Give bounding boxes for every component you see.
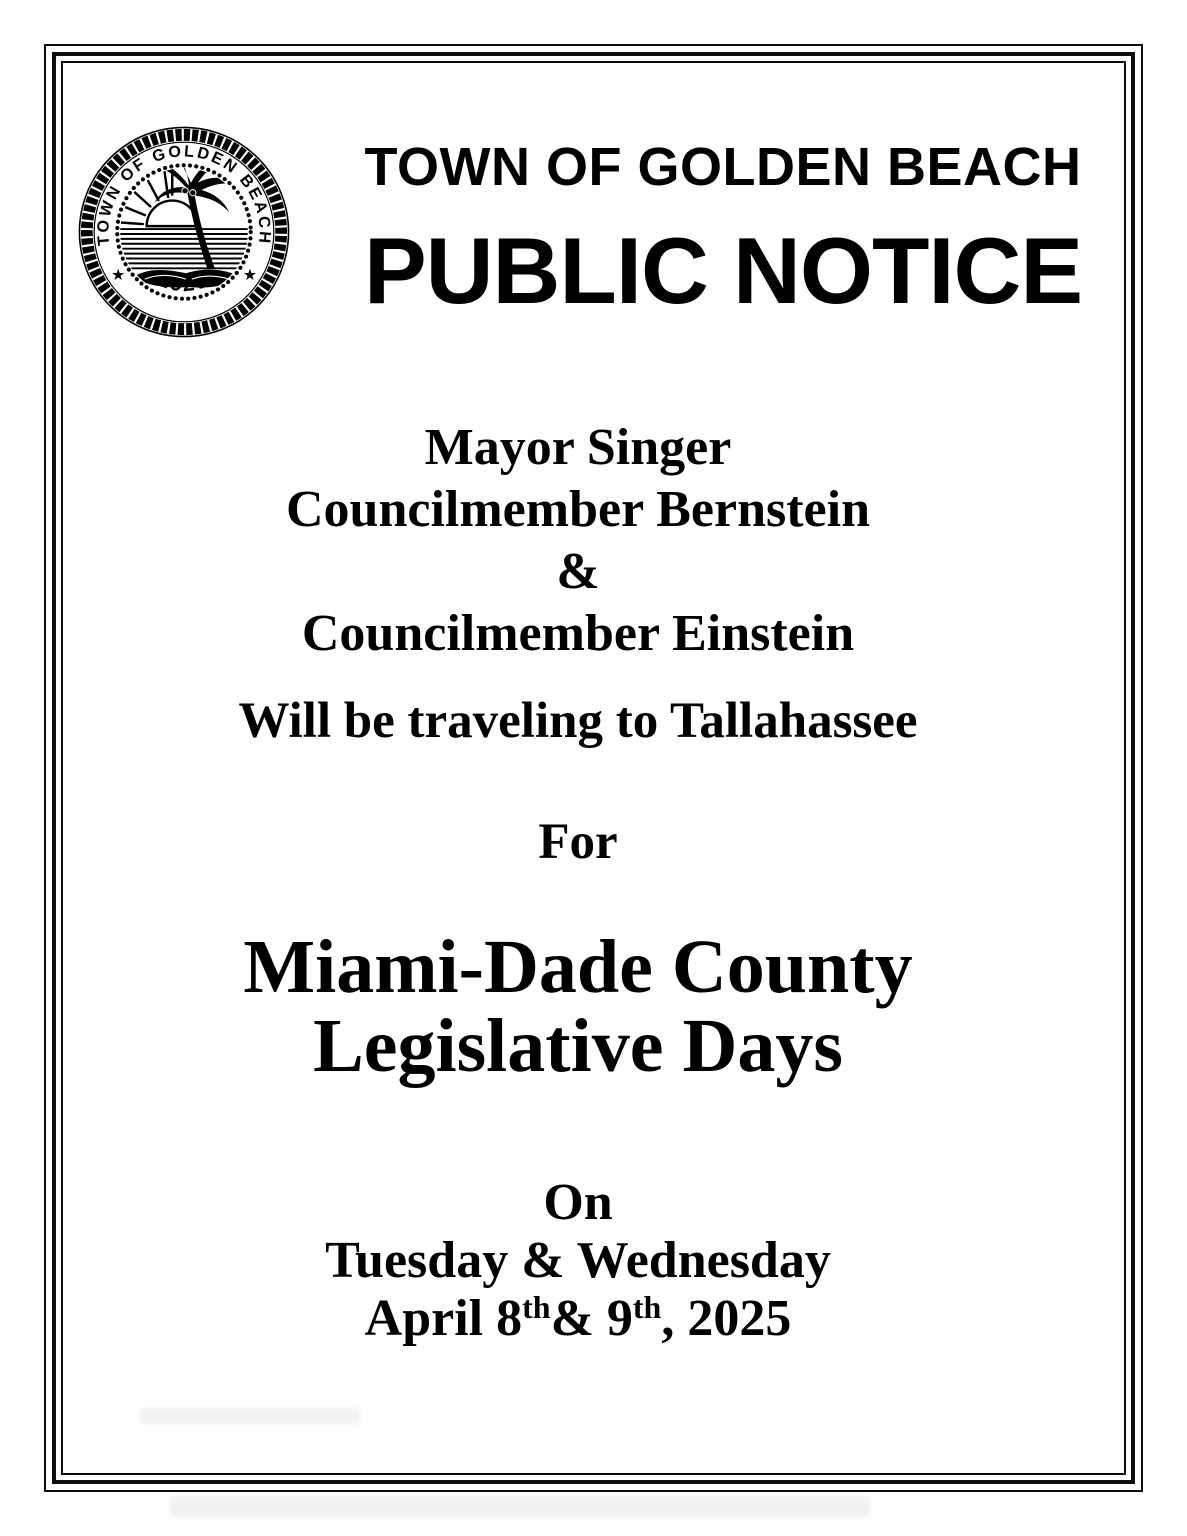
date-line [45, 1290, 1111, 1348]
date-part: April 8 [364, 1290, 523, 1347]
scan-artifact [170, 1496, 870, 1518]
town-name-heading: TOWN OF GOLDEN BEACH [364, 137, 1082, 197]
ordinal-suffix: th [522, 1289, 551, 1326]
officials-list [45, 417, 1142, 665]
on-label: On [543, 1174, 613, 1231]
for-label: For [538, 814, 618, 870]
official-name: Councilmember Einstein [301, 605, 855, 662]
date-part: , 2025 [661, 1290, 792, 1347]
travel-statement: Will be traveling to Tallahassee [238, 693, 918, 749]
page-title: PUBLIC NOTICE [363, 218, 1083, 323]
event-title-line2: Legislative Days [313, 1004, 843, 1088]
header [250, 135, 1187, 327]
event-title [45, 925, 1142, 1088]
scan-artifact [140, 1408, 360, 1424]
ordinal-suffix: th [632, 1289, 662, 1326]
event-title-line1: Miami-Dade County [243, 925, 913, 1009]
seal-star-left-icon: ★ [111, 265, 126, 285]
days-line: Tuesday & Wednesday [325, 1232, 831, 1289]
official-name: Mayor Singer [424, 419, 732, 476]
date-part: & 9 [550, 1290, 633, 1347]
schedule [45, 1174, 1142, 1348]
official-name: Councilmember Bernstein [286, 481, 870, 538]
seal-star-right-icon: ★ [242, 265, 257, 285]
seal-ring-text: TOWN OF GOLDEN BEACH [94, 142, 274, 247]
ampersand-separator: & [556, 543, 600, 600]
